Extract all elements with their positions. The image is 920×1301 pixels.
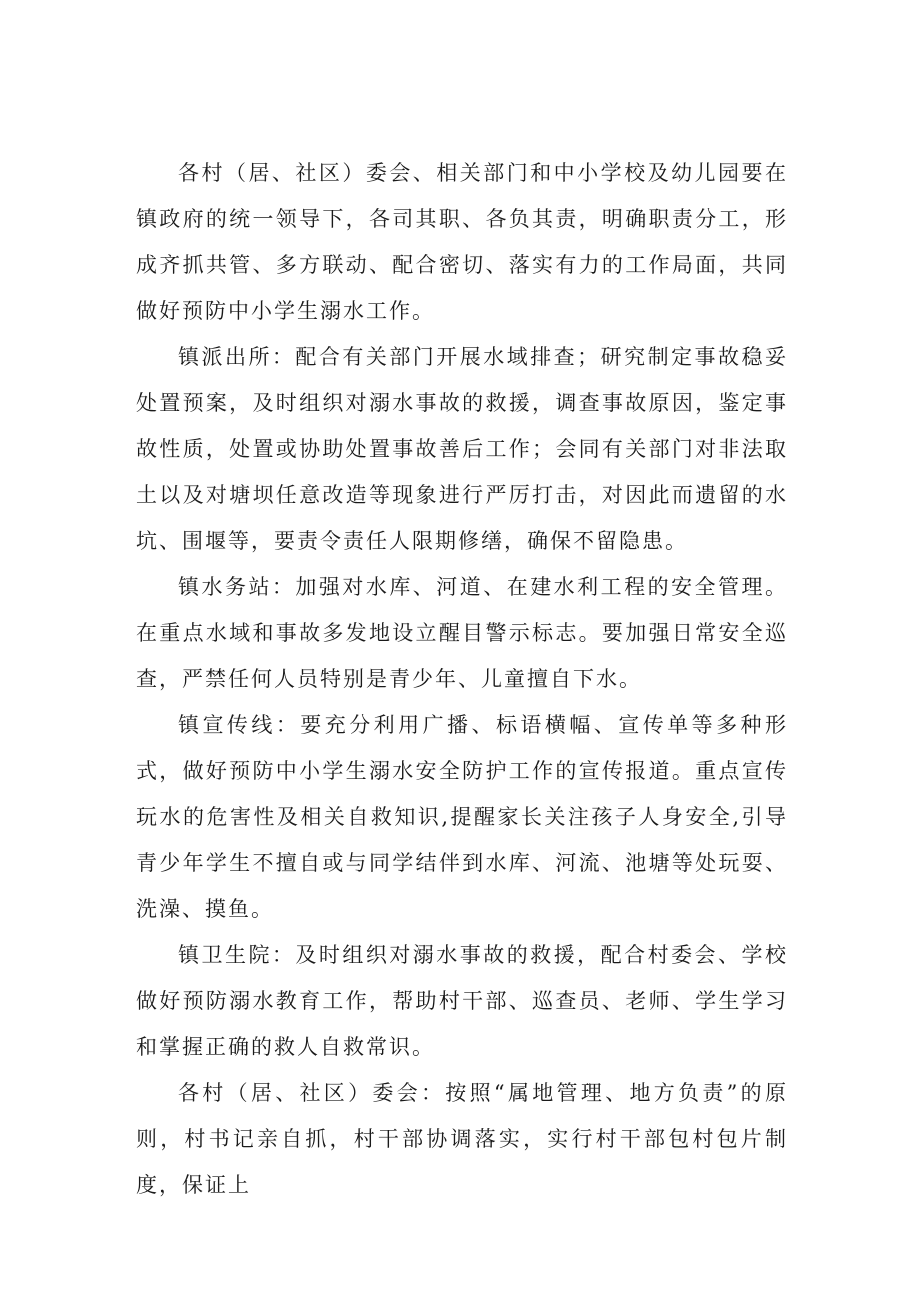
paragraph-health-center: 镇卫生院：及时组织对溺水事故的救援，配合村委会、学校做好预防溺水教育工作，帮助村干部、巡查员、老师、学生学习和掌握正确的救人自救常识。 xyxy=(136,943,788,1059)
paragraph-village-committee: 各村（居、社区）委会：按照“属地管理、地方负责”的原则，村书记亲自抓，村干部协调落实，实行村干部包村包片制度，保证上 xyxy=(136,1081,788,1197)
paragraph-police-station: 镇派出所：配合有关部门开展水域排查；研究制定事故稳妥处置预案，及时组织对溺水事故的救援，调查事故原因，鉴定事故性质，处置或协助处置事故善后工作；会同有关部门对非法取土以及对塘坝任意改造等现象进行严厉打击，对因此而遗留的水坑、围堰等，要责令责任人限期修缮，确保不留隐患。 xyxy=(136,345,788,553)
paragraph-water-affairs-station: 镇水务站：加强对水库、河道、在建水利工程的安全管理。在重点水域和事故多发地设立醒目警示标志。要加强日常安全巡查，严禁任何人员特别是青少年、儿童擅自下水。 xyxy=(136,575,788,691)
paragraph-school-responsibility: 各村（居、社区）委会、相关部门和中小学校及幼儿园要在镇政府的统一领导下，各司其职、各负其责，明确职责分工，形成齐抓共管、多方联动、配合密切、落实有力的工作局面，共同做好预防中小学生溺水工作。 xyxy=(136,161,788,323)
document-body xyxy=(136,150,788,1208)
paragraph-publicity-line: 镇宣传线：要充分利用广播、标语横幅、宣传单等多种形式，做好预防中小学生溺水安全防护工作的宣传报道。重点宣传玩水的危害性及相关自救知识,提醒家长关注孩子人身安全,引导青少年学生不擅自或与同学结伴到水库、河流、池塘等处玩耍、洗澡、摸鱼。 xyxy=(136,713,788,921)
